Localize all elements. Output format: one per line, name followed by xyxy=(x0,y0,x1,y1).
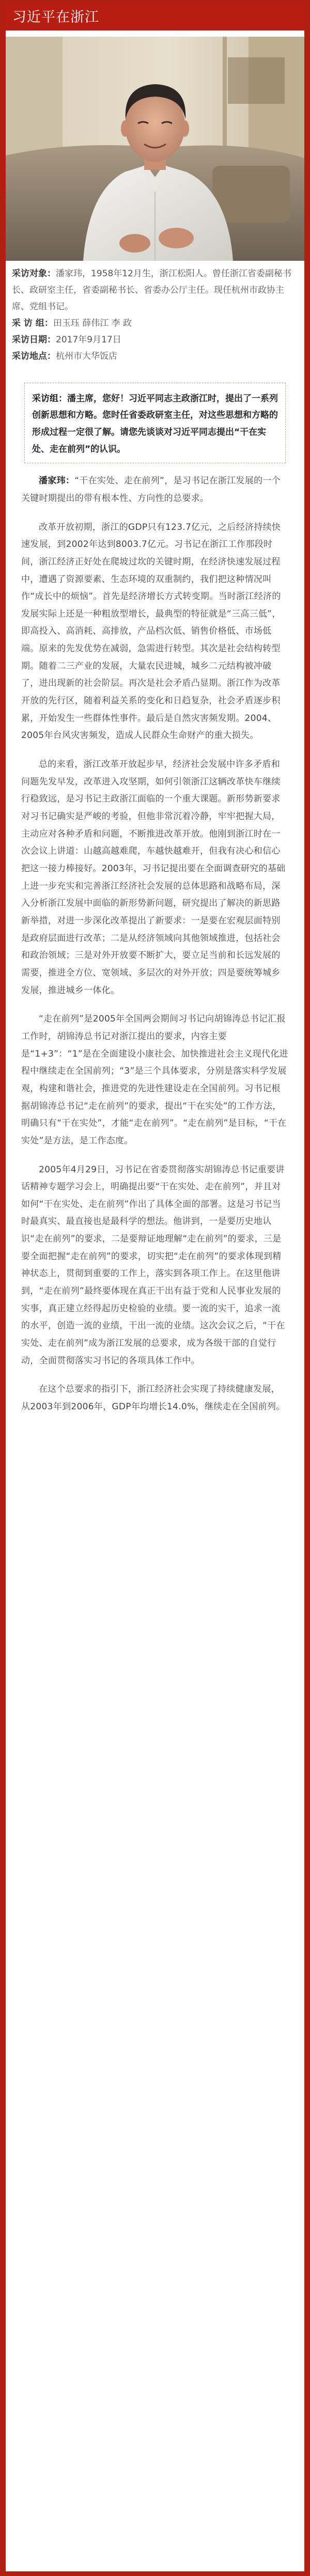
meta-interviewer-value: 田玉珏 薛伟江 李 政 xyxy=(53,318,132,328)
meta-subject-label: 采访对象： xyxy=(12,269,56,279)
portrait-photo xyxy=(6,37,304,261)
article-frame xyxy=(6,5,304,2571)
answer-paragraph: 2005年4月29日，习书记在省委贯彻落实胡锦涛总书记重要讲话精神专题学习会上，明确提出要“干在实处、走在前列”，并且对如何“干在实处、走在前列”作出了具体全面的部署。这是习书记当时最真实、最直接也是最科学的想法。他讲到，一是要历史地认识“走在前列”的要求，二是要辩证地理解“走在前列”的要求，三是要全面把握“走在前列”的要求，切实把“走在前列”的要求体现到精神状态上，贯彻到重要的工作上，落实到各项工作上。在这里他讲到，“走在前列”最终要体现在真正干出有益于党和人民事业发展的实事，真正建立经得起历史检验的业绩。要一流的实干，追求一流的水平，创造一流的业绩，干出一流的业绩。这次会议之后，“干在实处、走在前列”成为浙江发展的总要求，成为各级干部的自觉行动，全面贯彻落实习书记的各项具体工作中。 xyxy=(21,1164,285,1366)
question-body: 潘主席，您好！习近平同志主政浙江时，提出了一系列创新思想和方略。您时任省委政研室主任，对这些思想和方略的形成过程一定很了解。请您先谈谈对习近平同志提出“干在实处、走在前列”的认识。 xyxy=(32,393,278,454)
question-lead: 采访组： xyxy=(32,393,67,404)
answer-paragraph: “走在前列”是2005年全国两会期间习书记向胡锦涛总书记汇报工作时，胡锦涛总书记对浙江提出的要求，内容主要是“1+3”：“1”是在全面建设小康社会、加快推进社会主义现代化进程中继续走在全国前列；“3”是三个具体要求，分别是落实科学发展观，构建和谐社会，推进党的先进性建设走在全国前列。习书记根据胡锦涛总书记“走在前列”的要求，提出“干在实处”的工作方法，明确只有“干在实处”，才能“走在前列”。“走在前列”是目标，“干在实处”是方法，是工作态度。 xyxy=(21,1014,288,1146)
answer-paragraph: 总的来看，浙江改革开放起步早，经济社会发展中许多矛盾和问题先发早发，改革进入攻坚期，如何引领浙江这辆改革快车继续行稳致远，是习书记主政浙江面临的一个重大课题。新形势新要求对习书记确实是严峻的考验，但他非常沉着冷静，牢牢把握大局，主动应对各种矛盾和问题，不断推进改革开放。他刚到浙江时在一次会议上讲道：山越高越难爬，车越快越难开，但我有决心和信心把这一接力棒接好。2003年，习书记提出要在全面调查研究的基础上进一步充实和完善浙江经济社会发展的总体思路和战略布局，深入分析浙江发展中面临的新形势新问题，研究提出了解决的新思路新举措，对进一步深化改革提出了新要求：一是要在宏观层面特别是政府层面进行改革；二是从经济领域向其他领域推进，包括社会和政治领域；三是对外开放要不断扩大，要立足当前和长远发展的需要，推进全方位、宽领域、多层次的对外开放；四是要统筹城乡发展，推进城乡一体化。 xyxy=(21,759,286,996)
question-text xyxy=(32,390,278,458)
meta-interviewer-label: 采 访 组： xyxy=(12,318,53,328)
meta-place-label: 采访地点： xyxy=(12,351,56,362)
answer-speaker: 潘家玮： xyxy=(39,476,75,486)
page-title: 习近平在浙江 xyxy=(6,5,304,30)
answer-paragraph: 在这个总要求的指引下，浙江经济社会实现了持续健康发展，从2003年到2006年，GDP年均增长14.0%，继续走在全国前列。 xyxy=(21,1384,285,1412)
meta-subject-value: 潘家玮，1958年12月生，浙江松阳人。曾任浙江省委副秘书长、政研室主任，省委副秘书长、省委办公厅主任。现任杭州市政协主席、党组书记。 xyxy=(12,269,291,312)
meta-date xyxy=(12,332,298,349)
meta-date-label: 采访日期： xyxy=(12,334,56,345)
portrait-image xyxy=(6,37,304,261)
answer-paragraph: 改革开放初期，浙江的GDP只有123.7亿元，之后经济持续快速发展，到2002年达到8003.7亿元。习书记在浙江工作那段时间，浙江经济正好处在爬坡过坎的关键时期，在经济快速发展过程中，遭遇了资源要素、生态环境的双重制约，我们把这种情况叫作“成长中的烦恼”。首先是经济增长方式转变期。当时浙江经济的发展实际上还是一种粗放型增长，最典型的特征就是“三高三低”，即高投入、高消耗、高排放，产品档次低、销售价格低、市场低端。原来的先发优势在减弱，急需进行转型。其次是社会结构转型期。随着二三产业的发展，大量农民进城，城乡二元结构被冲破了，进出现新的社会阶层。再次是社会矛盾凸显期。浙江作为改革开放的先行区，随着利益关系的变化和日趋复杂，社会矛盾逐步积累，开始发生一些群体性事件。最后是自然灾害频发期。2004、2005年台风灾害频发，造成人民群众生命财产的重大损失。 xyxy=(21,522,281,741)
answer-paragraph xyxy=(21,473,289,507)
meta-subject xyxy=(12,266,298,316)
interview-meta xyxy=(6,261,304,365)
meta-interviewer xyxy=(12,316,298,332)
meta-place-value: 杭州市大华饭店 xyxy=(56,351,117,362)
meta-date-value: 2017年9月17日 xyxy=(56,334,121,345)
meta-place xyxy=(12,349,298,365)
answer-body xyxy=(6,463,304,1416)
question-box xyxy=(24,383,286,464)
answer-paragraph-text: “干在实处、走在前列”，是习书记在浙江发展的一个关键时期提出的带有根本性、方向性的总要求。 xyxy=(21,476,281,504)
